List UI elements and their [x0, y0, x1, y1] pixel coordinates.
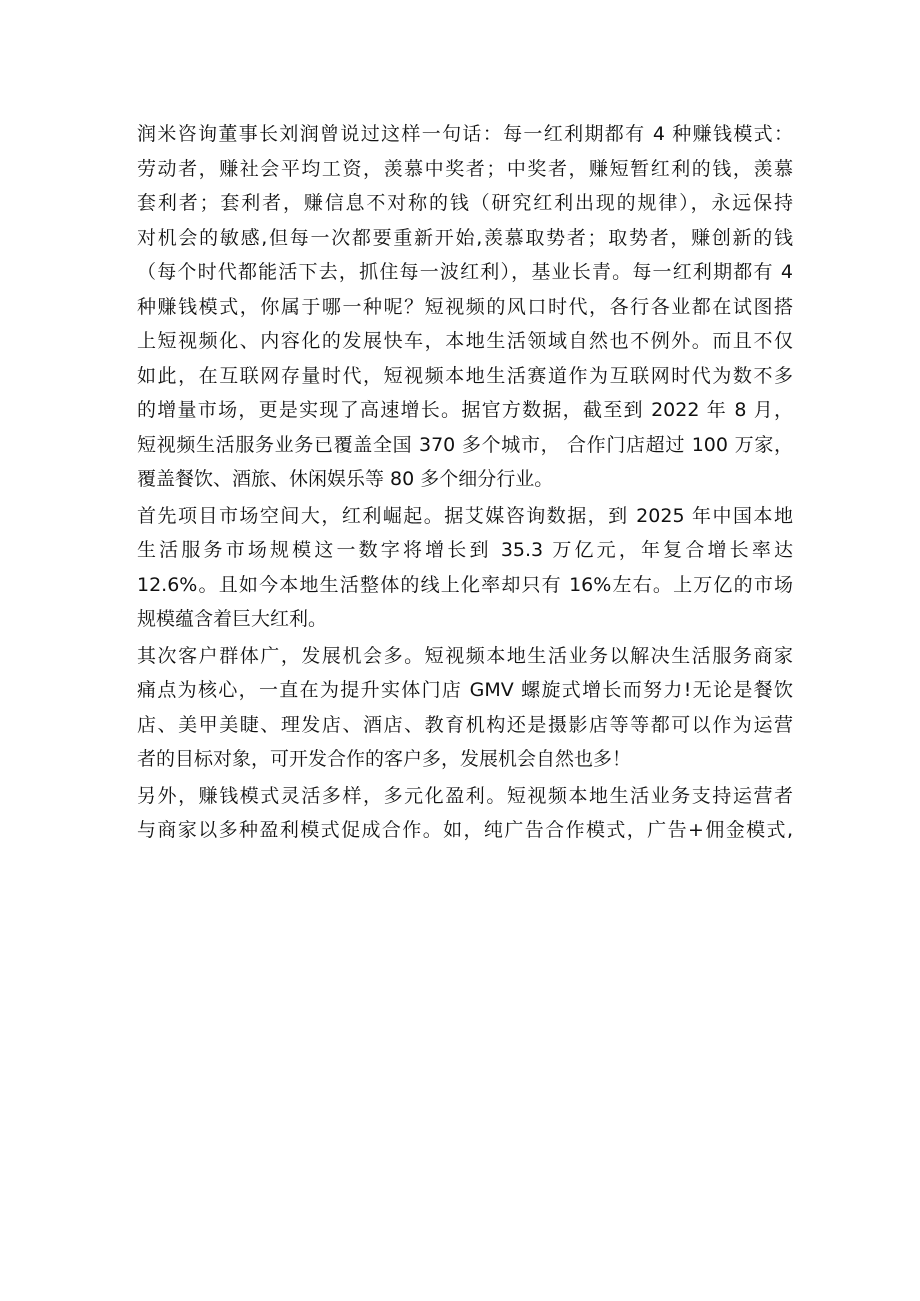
- text-line: 上短视频化、内容化的发展快车，本地生活领域自然也不例外。而且不仅: [137, 330, 793, 352]
- text-line: 店、美甲美睫、理发店、酒店、教育机构还是摄影店等等都可以作为运营: [137, 713, 793, 736]
- paragraph-market-space: [137, 499, 793, 637]
- text-line: 其次客户群体广，发展机会多。短视频本地生活业务以解决生活服务商家: [137, 644, 793, 667]
- text-line: 首先项目市场空间大，红利崛起。据艾媒咨询数据，到 2025 年中国本地: [137, 504, 793, 527]
- text-line: 与商家以多种盈利模式促成合作。如，纯广告合作模式，广告+佣金模式,: [137, 819, 793, 841]
- text-line: 另外，赚钱模式灵活多样，多元化盈利。短视频本地生活业务支持运营者: [137, 784, 793, 807]
- text-line: 种赚钱模式，你属于哪一种呢？短视频的风口时代，各行各业都在试图搭: [137, 295, 793, 318]
- document-body: [137, 117, 793, 848]
- text-line: 覆盖餐饮、酒旅、休闲娱乐等 80 多个细分行业。: [137, 468, 554, 490]
- text-line: 短视频生活服务业务已覆盖全国 370 多个城市， 合作门店超过 100 万家，: [137, 433, 793, 456]
- paragraph-customer-base: [137, 639, 793, 777]
- paragraph-profit-models: [137, 779, 793, 848]
- text-line: 劳动者，赚社会平均工资，羡慕中奖者；中奖者，赚短暂红利的钱，羡慕: [137, 157, 793, 180]
- text-line: 如此，在互联网存量时代，短视频本地生活赛道作为互联网时代为数不多: [137, 364, 793, 387]
- text-line: 痛点为核心，一直在为提升实体门店 GMV 螺旋式增长而努力!无论是餐饮: [137, 679, 793, 701]
- text-line: 的增量市场，更是实现了高速增长。据官方数据，截至到 2022 年 8 月，: [137, 399, 793, 421]
- text-line: 润米咨询董事长刘润曾说过这样一句话：每一红利期都有 4 种赚钱模式：: [137, 123, 793, 145]
- paragraph-intro: [137, 117, 793, 497]
- text-line: 者的目标对象，可开发合作的客户多，发展机会自然也多！: [137, 748, 632, 770]
- text-line: （每个时代都能活下去，抓住每一波红利），基业长青。每一红利期都有 4: [137, 261, 793, 283]
- text-line: 12.6%。且如今本地生活整体的线上化率却只有 16%左右。上万亿的市场: [137, 573, 793, 596]
- text-line: 套利者；套利者，赚信息不对称的钱（研究红利出现的规律），永远保持: [137, 192, 793, 214]
- text-line: 生活服务市场规模这一数字将增长到 35.3 万亿元，年复合增长率达: [137, 539, 793, 561]
- text-line: 规模蕴含着巨大红利。: [137, 608, 328, 630]
- text-line: 对机会的敏感,但每一次都要重新开始,羡慕取势者；取势者，赚创新的钱: [137, 226, 793, 249]
